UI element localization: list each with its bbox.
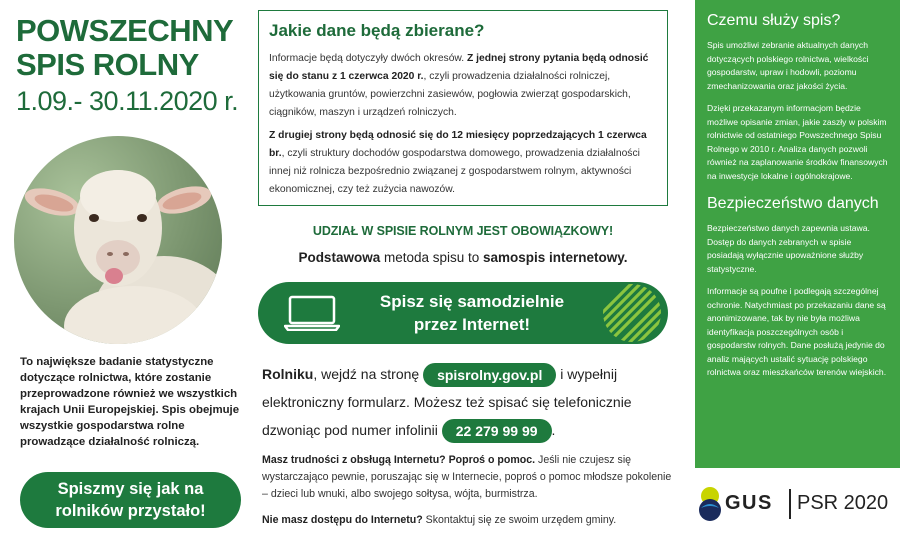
logo-divider <box>789 489 791 519</box>
gus-logo-icon <box>697 486 723 522</box>
sidebar-paragraph-1: Spis umożliwi zebranie aktualnych danych dotyczących polskiego rolnictwa, wielkości gospodarstw, upraw i hodowli, poziomu zmechanizowania oraz jakości życia. <box>707 40 869 91</box>
mandatory-notice: UDZIAŁ W SPISIE ROLNYM JEST OBOWIĄZKOWY! <box>312 224 614 238</box>
phone-number[interactable]: 22 279 99 99 <box>442 419 552 443</box>
help-text: Masz trudności z obsługą Internetu? Poproś o pomoc. Jeśli nie czujesz się wystarczająco pewnie, poruszając się w Internecie, poproś o pomoc młodsze pokolenie – dzieci lub wnuki, albo swojego sołtysa, wójta, burmistrza. <box>262 454 672 500</box>
sidebar-heading-security: Bezpieczeństwo danych <box>707 195 879 212</box>
farmer-instructions: Rolniku, wejdź na stronę spisrolny.gov.pl i wypełnij elektroniczny formularz. Możesz też spisać się telefonicznie dzwoniąc pod numer infolinii 22 279 99 99 . <box>262 360 672 444</box>
page-title <box>16 14 246 82</box>
join-census-button[interactable]: Spiszmy się jak na rolników przystało! <box>20 472 241 528</box>
method-text: Podstawowa metoda spisu to samospis internetowy. <box>298 250 628 265</box>
gus-wordmark: GUS <box>725 492 773 514</box>
no-access-text: Nie masz dostępu do Internetu? Skontaktuj się ze swoim urzędem gminy. <box>262 514 617 526</box>
info-sidebar <box>695 0 900 468</box>
sidebar-paragraph-4: Informacje są poufne i podlegają szczególnej ochronie. Natychmiast po przekazaniu dane są anonimizowane, tak by nie była możliwa identyfikacja poszczególnych osób i gospodarstw rolnych. Dane posłużą jedynie do analiz mających ustalić sytuację polskiego rolnictwa oraz mieszkańców terenów wiejskich. <box>707 286 887 377</box>
self-census-button[interactable] <box>258 282 668 344</box>
sidebar-heading-purpose: Czemu służy spis? <box>707 12 841 29</box>
stripes-decoration <box>602 283 662 343</box>
title-line-1: POWSZECHNY <box>16 13 234 48</box>
website-link[interactable]: spisrolny.gov.pl <box>423 363 556 387</box>
sidebar-paragraph-3: Bezpieczeństwo danych zapewnia ustawa. Dostęp do danych zebranych w spisie posiadają wyłącznie upoważnione służby statystyczne. <box>707 223 870 274</box>
title-line-2: SPIS ROLNY <box>16 47 199 82</box>
intro-text: To największe badanie statystyczne dotyczące rolnictwa, które zostanie przeprowadzone również we wszystkich krajach Unii Europejskiej. Spis obejmuje wszystkie gospodarstwa rolne prowadzące działalność rolniczą. <box>20 356 240 448</box>
self-census-label: Spisz się samodzielnie przez Internet! <box>379 292 565 334</box>
gus-psr-logo <box>697 480 897 530</box>
laptop-icon <box>284 295 340 331</box>
box-heading: Jakie dane będą zbierane? <box>269 21 485 40</box>
sheep-photo <box>14 136 222 344</box>
sidebar-paragraph-2: Dzięki przekazanym informacjom będzie możliwe opisanie zmian, jakie zaszły w polskim rolnictwie od ostatniego Powszechnego Spisu Rolnego w 2010 r. Analiza danych pozwoli również na zaplanowanie środków finansowych na inwestycje lokalne i ogólnokrajowe. <box>707 103 888 181</box>
psr-wordmark: PSR 2020 <box>797 492 889 514</box>
collected-data-box <box>258 10 668 206</box>
box-paragraph-1: Informacje będą dotyczyły dwóch okresów. Z jednej strony pytania będą odnosić się do stanu z 1 czerwca 2020 r., czyli prowadzenia działalności rolniczej, użytkowania gruntów, powierzchni zasiewów, pogłowia zwierząt gospodarskich, ciągników, maszyn i urządzeń rolniczych. <box>269 53 649 118</box>
census-dates: 1.09.- 30.11.2020 r. <box>16 86 239 116</box>
box-paragraph-2: Z drugiej strony będą odnosić się do 12 miesięcy poprzedzających 1 czerwca br., czyli struktury dochodów gospodarstwa domowego, prowadzenia działalności innej niż rolnicza bezpośrednio związanej z gospodarstwem rolnym, aktywności ekonomicznej, czy też zużycia nawozów. <box>269 130 647 195</box>
